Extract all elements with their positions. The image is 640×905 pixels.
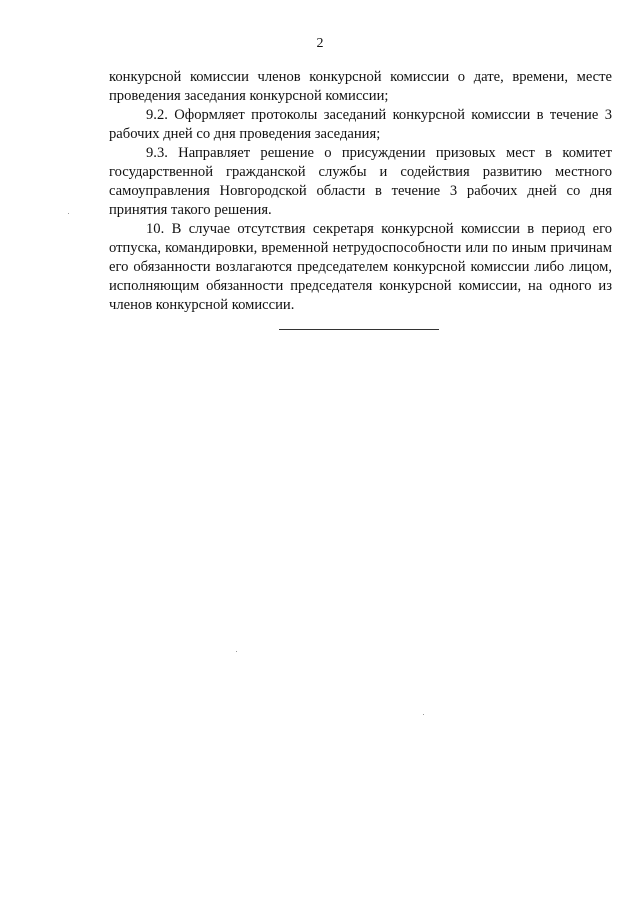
document-body [109, 68, 612, 315]
paragraph-9-2: 9.2. Оформляет протоколы заседаний конкурсной комиссии в течение 3 рабочих дней со дня проведения заседания; [109, 107, 612, 142]
end-of-text-rule [279, 329, 439, 330]
paragraph-continuation: конкурсной комиссии членов конкурсной комиссии о дате, времени, месте проведения заседания конкурсной комиссии; [109, 69, 612, 104]
page-number: 2 [316, 36, 324, 51]
paragraph-10: 10. В случае отсутствия секретаря конкурсной комиссии в период его отпуска, командировки, временной нетрудоспособности или по иным причинам его обязанности возлагаются председателем конкурсной комиссии либо лицом, исполняющим обязанности председателя конкурсной комиссии, на одного из членов конкурсной комиссии. [109, 221, 612, 313]
paragraph-9-3: 9.3. Направляет решение о присуждении призовых мест в комитет государственной гражданской службы и содействия развитию местного самоуправления Новгородской области в течение 3 рабочих дней со дня принятия такого решения. [109, 145, 612, 218]
scan-speck [68, 213, 69, 214]
scan-speck [423, 714, 424, 715]
scan-speck [236, 651, 237, 652]
